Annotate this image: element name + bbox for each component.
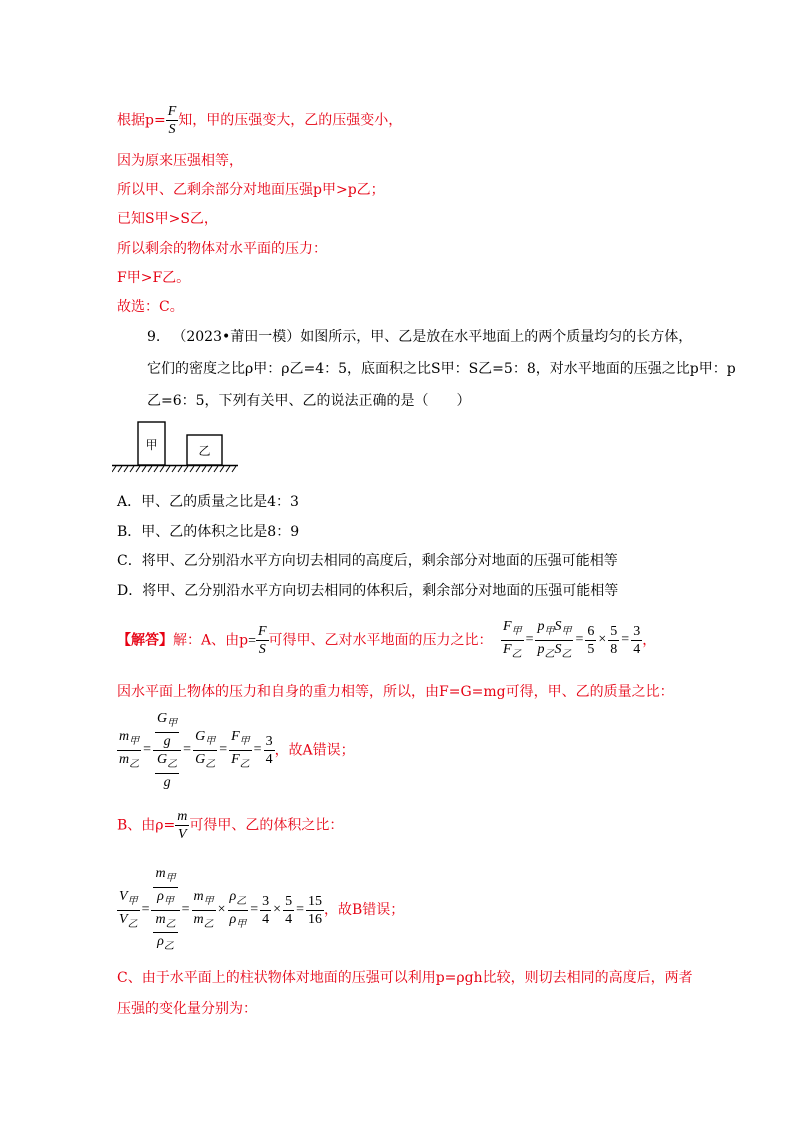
volume-ratio-formula: $\frac{V_甲}{V_乙}$ = $\frac{\frac{m_甲}{\rho_甲}}{\frac{m_乙}{\rho_乙}}$ = $\frac{m_甲}{m_乙}$ × $\frac{\rho_乙}{\rho_甲}$ = $\frac{3}{4}$ × $\frac{5}{4}$ = $\frac{15}{16}$ [119, 866, 322, 953]
text: 根据p= [117, 112, 166, 129]
solution-line-7: 故选：C。 [117, 299, 184, 315]
choice-c: C．将甲、乙分别沿水平方向切去相同的高度后，剩余部分对地面的压强可能相等 [117, 553, 618, 569]
block-jia-label: 甲 [145, 438, 158, 452]
choice-a: A．甲、乙的质量之比是4：3 [117, 494, 299, 510]
choice-d: D．将甲、乙分别沿水平方向切去相同的体积后，剩余部分对地面的压强可能相等 [117, 583, 619, 599]
block-yi-label: 乙 [198, 444, 211, 458]
solution-line-1 [117, 103, 402, 138]
question-number: 9. [147, 329, 161, 345]
ground-hatching [112, 466, 236, 472]
force-ratio-formula: $\frac{F_甲}{F_乙}$ = $\frac{p_甲S_甲}{p_乙S_乙}$ = $\frac{6}{5}$ × $\frac{5}{8}$ = $\frac{3}{4}$ [503, 619, 641, 660]
volume-ratio-line: $\frac{V_甲}{V_乙}$ = $\frac{\frac{m_甲}{\rho_甲}}{\frac{m_乙}{\rho_乙}}$ = $\frac{m_甲}{m_乙}$ × $\frac{\rho_乙}{\rho_甲}$ = $\frac{3}{4}$ × $\frac{5}{4}$ = $\frac{15}{16}$ ，故B错误； [117, 865, 404, 955]
solution-line-6: F甲>F乙。 [117, 270, 191, 286]
solution-line-4: 已知S甲>S乙， [117, 211, 218, 227]
fraction-f-over-s-2: $\frac{F}{S}$ [257, 623, 267, 657]
fraction-f-over-s: $\frac{F}{S}$ [167, 104, 177, 137]
answer-b-line: B、由ρ= $\frac{m}{V}$ 可得甲、乙的体积之比： [117, 809, 344, 842]
text: 知，甲的压强变大，乙的压强变小， [178, 112, 403, 129]
solution-line-3: 所以甲、乙剩余部分对地面压强p甲>p乙； [117, 182, 385, 198]
blocks-figure [112, 418, 238, 476]
answer-tag: 【解答】 [117, 632, 173, 649]
question-line-2: 它们的密度之比ρ甲：ρ乙=4：5，底面积之比S甲：S乙=5：8，对水平地面的压强之比p甲：p [147, 361, 736, 377]
answer-force-line: 因水平面上物体的压力和自身的重力相等，所以，由F=G=mg可得，甲、乙的质量之比： [117, 684, 674, 700]
solution-line-5: 所以剩余的物体对水平面的压力： [117, 241, 327, 257]
question-line-1: 9. （2023•莆田一模）如图所示，甲、乙是放在水平地面上的两个质量均匀的长方体， [147, 329, 693, 345]
mass-ratio-line: $\frac{m_甲}{m_乙}$ = $\frac{\frac{G_甲}{g}}{\frac{G_乙}{g}}$ = $\frac{G_甲}{G_乙}$ = $\frac{F_甲}{F_乙}$ = $\frac{3}{4}$ ，故A错误； [119, 711, 355, 790]
mass-ratio-formula: $\frac{m_甲}{m_乙}$ = $\frac{\frac{G_甲}{g}}{\frac{G_乙}{g}}$ = $\frac{G_甲}{G_乙}$ = $\frac{F_甲}{F_乙}$ = $\frac{3}{4}$ [119, 711, 273, 790]
question-line-3: 乙=6：5，下列有关甲、乙的说法正确的是（ ） [147, 393, 471, 409]
choice-b: B．甲、乙的体积之比是8：9 [117, 524, 300, 540]
answer-c-line-2: 压强的变化量分别为： [117, 1001, 257, 1017]
solution-line-2: 因为原来压强相等， [117, 153, 243, 169]
answer-c-line-1: C、由于水平面上的柱状物体对地面的压强可以利用p=ρgh比较，则切去相同的高度后，两者 [117, 970, 693, 986]
answer-a-line: 【解答】解：A、由p= $\frac{F}{S}$ 可得甲、乙对水平地面的压力之比： $\frac{F_甲}{F_乙}$ = $\frac{p_甲S_甲}{p_乙S_乙}$ = $\frac{6}{5}$ × $\frac{5}{8}$ = $\frac{3}{4}$ ， [117, 618, 656, 663]
